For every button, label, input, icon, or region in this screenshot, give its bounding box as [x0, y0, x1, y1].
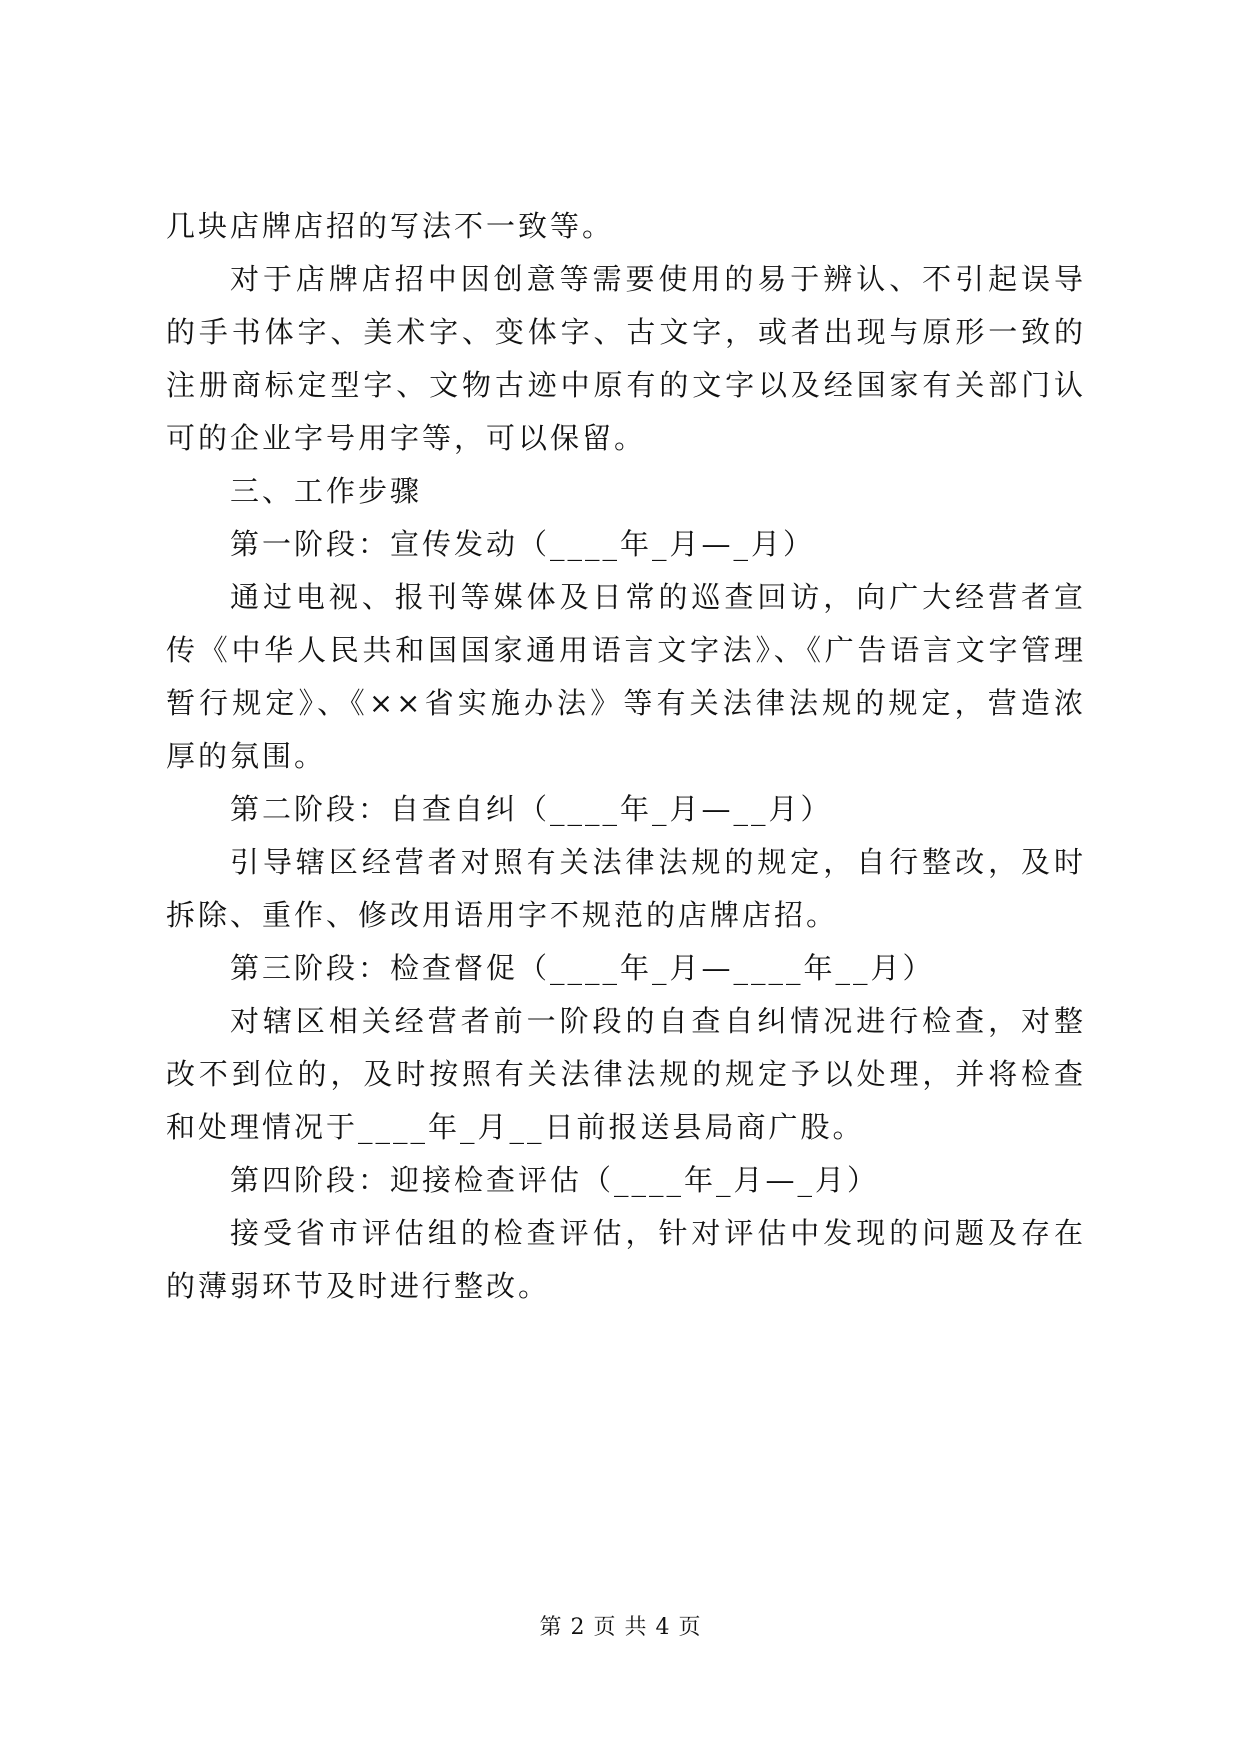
stage-3-heading: 第三阶段：检查督促（____年_月—____年__月）: [230, 951, 935, 985]
stage-4-heading: 第四阶段：迎接检查评估（____年_月—_月）: [230, 1163, 880, 1197]
page-number-footer: 第 2 页 共 4 页: [539, 1615, 702, 1640]
stage-1-body: 通过电视、报刊等媒体及日常的巡查回访，向广大经营者宣传《中华人民共和国国家通用语言文字法》、《广告语言文字管理暂行规定》、《××省实施办法》等有关法律法规的规定，营造浓厚的氛围。: [166, 580, 1086, 773]
stage-2-body: 引导辖区经营者对照有关法律法规的规定，自行整改，及时拆除、重作、修改用语用字不规范的店牌店招。: [166, 845, 1086, 932]
section-heading-work-steps: 三、工作步骤: [230, 474, 423, 508]
stage-3-body: 对辖区相关经营者前一阶段的自查自纠情况进行检查，对整改不到位的，及时按照有关法律法规的规定予以处理，并将检查和处理情况于____年_月__日前报送县局商广股。: [166, 1004, 1086, 1144]
stage-1-heading: 第一阶段：宣传发动（____年_月—_月）: [230, 527, 816, 561]
paragraph-continuation: 几块店牌店招的写法不一致等。: [166, 209, 615, 243]
paragraph-retention-rule: 对于店牌店招中因创意等需要使用的易于辨认、不引起误导的手书体字、美术字、变体字、古文字，或者出现与原形一致的注册商标定型字、文物古迹中原有的文字以及经国家有关部门认可的企业字号用字等，可以保留。: [166, 262, 1086, 455]
document-body: [166, 200, 1086, 1313]
stage-4-body: 接受省市评估组的检查评估，针对评估中发现的问题及存在的薄弱环节及时进行整改。: [166, 1216, 1086, 1303]
stage-2-heading: 第二阶段：自查自纠（____年_月—__月）: [230, 792, 833, 826]
